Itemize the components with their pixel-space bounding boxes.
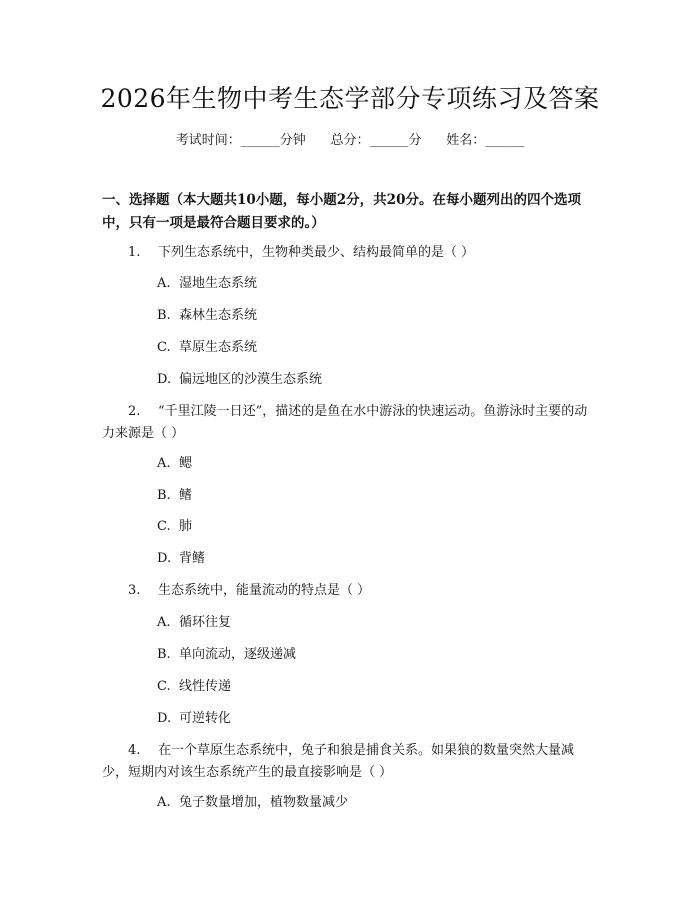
option-letter: C. [157, 679, 171, 694]
option-text: 可逆转化 [179, 711, 232, 726]
question-4-option-a [157, 793, 577, 813]
question-number: 4. [128, 743, 141, 758]
question-2-option-d [157, 549, 577, 569]
option-letter: B. [157, 488, 171, 503]
question-2-option-a [157, 454, 577, 474]
option-text: 偏远地区的沙漠生态系统 [179, 372, 323, 387]
option-text: 兔子数量增加，植物数量减少 [179, 795, 349, 810]
question-1-option-b [157, 306, 577, 326]
option-letter: D. [157, 711, 172, 726]
option-text: 背鳍 [179, 551, 206, 566]
option-letter: C. [157, 340, 171, 355]
option-text: 单向流动，逐级递减 [179, 647, 297, 662]
option-letter: B. [157, 308, 171, 323]
question-stem: 生态系统中，能量流动的特点是（ ） [158, 583, 371, 598]
option-letter: A. [157, 615, 171, 630]
question-number: 3. [128, 583, 141, 598]
option-letter: D. [157, 372, 172, 387]
option-text: 鳃 [179, 456, 193, 471]
question-4 [102, 740, 598, 784]
option-text: 线性传递 [179, 679, 232, 694]
question-stem: “千里江陵一日还”，描述的是鱼在水中游泳的快速运动。鱼游泳时主要的动力来源是（ ） [102, 404, 588, 441]
option-text: 草原生态系统 [179, 340, 258, 355]
question-3-option-b [157, 645, 577, 665]
question-stem: 在一个草原生态系统中，兔子和狼是捕食关系。如果狼的数量突然大量减少，短期内对该生态系统产生的最直接影响是（ ） [102, 743, 575, 780]
option-letter: A. [157, 456, 171, 471]
question-3-option-a [157, 613, 577, 633]
option-letter: C. [157, 519, 171, 534]
question-1-option-c [157, 338, 577, 358]
exam-info-line: 考试时间：______分钟 总分：______分 姓名：______ [175, 133, 525, 148]
option-text: 鳍 [179, 488, 193, 503]
option-text: 循环往复 [179, 615, 232, 630]
option-text: 肺 [179, 519, 193, 534]
question-number: 1. [128, 245, 141, 260]
question-3 [102, 580, 598, 602]
question-1-option-d [157, 370, 577, 390]
option-letter: A. [157, 795, 171, 810]
question-2 [102, 401, 598, 445]
option-letter: B. [157, 647, 171, 662]
option-letter: D. [157, 551, 172, 566]
option-text: 森林生态系统 [179, 308, 258, 323]
option-letter: A. [157, 276, 171, 291]
document-title: 2026年生物中考生态学部分专项练习及答案 [100, 84, 600, 113]
question-3-option-c [157, 677, 577, 697]
section-heading: 一、选择题（本大题共10小题，每小题2分，共20分。在每小题列出的四个选项中，只有一项是最符合题目要求的。） [102, 192, 581, 231]
question-stem: 下列生态系统中，生物种类最少、结构最简单的是（ ） [158, 245, 475, 260]
question-2-option-c [157, 517, 577, 537]
question-1-option-a [157, 274, 577, 294]
option-text: 湿地生态系统 [179, 276, 258, 291]
question-1 [102, 242, 598, 264]
question-3-option-d [157, 709, 577, 729]
question-2-option-b [157, 486, 577, 506]
question-number: 2. [128, 404, 141, 419]
